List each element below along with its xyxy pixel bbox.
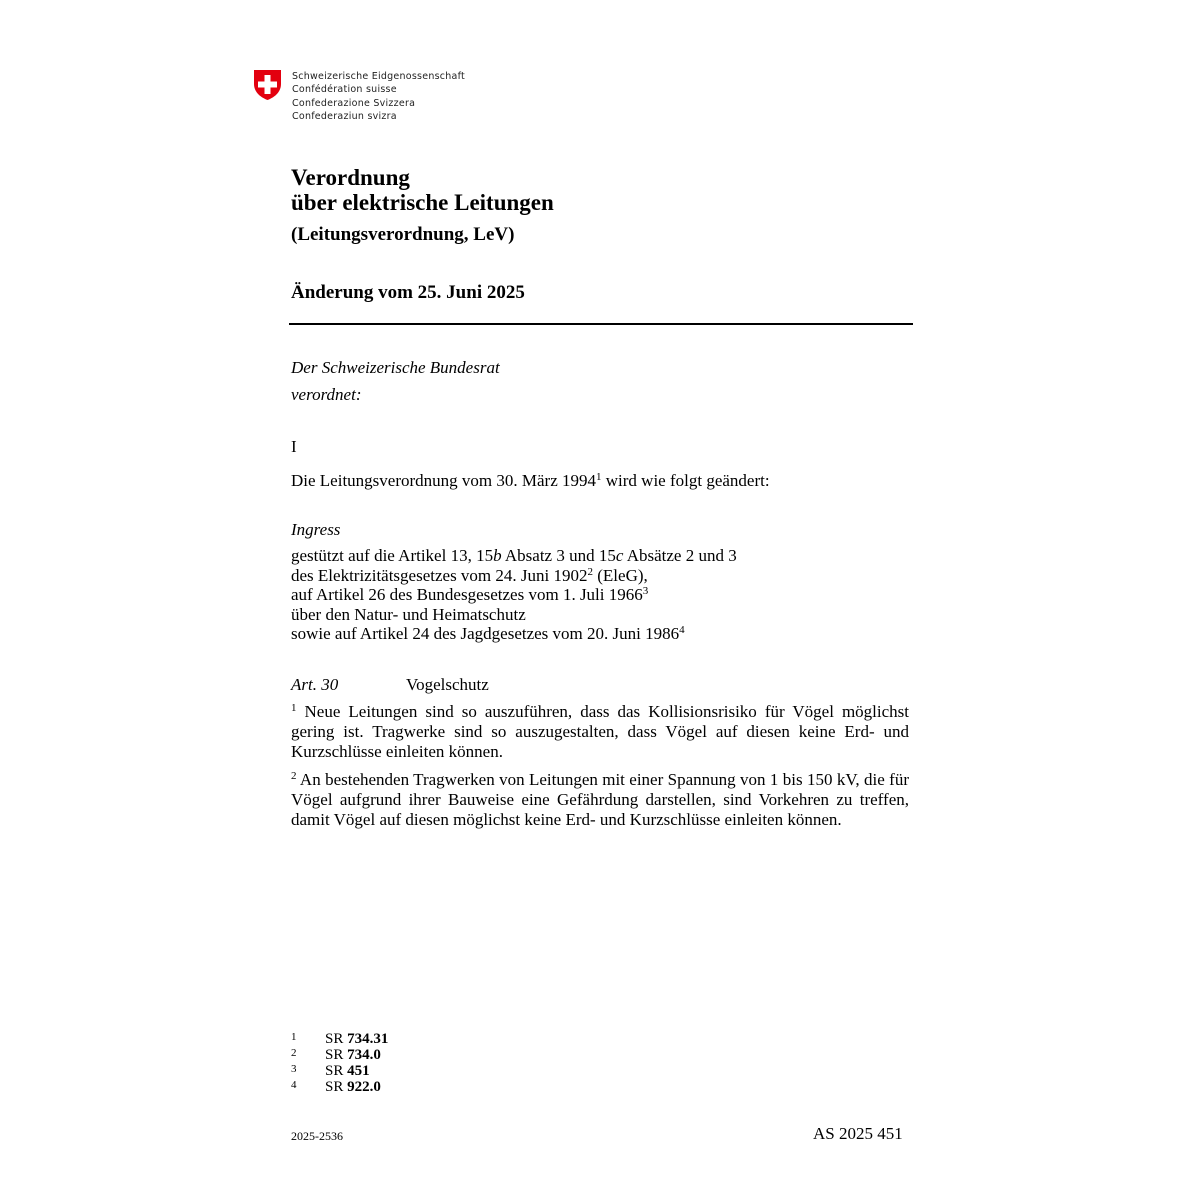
ingress-heading: Ingress: [291, 520, 341, 539]
confederation-names: [292, 70, 465, 124]
footnote-number: 4: [291, 1079, 297, 1091]
footnote-text: [325, 1063, 370, 1079]
section-numeral: I: [291, 437, 297, 456]
footnote-number: 1: [291, 1031, 297, 1043]
preamble: [291, 354, 500, 408]
article-paragraph-1: [291, 702, 909, 762]
paragraph-text-1: Neue Leitungen sind so auszuführen, dass das Kollisionsrisiko für Vögel möglichst gering ist. Tragwerke sind so auszugestalten, dass Vögel auf diesen keine Erd- und Kurzschlüsse einleiten können.: [291, 702, 909, 761]
paragraph-text-2: An bestehenden Tragwerken von Leitungen mit einer Spannung von 1 bis 150 kV, die für Vögel aufgrund ihrer Bauweise eine Gefährdung darstellen, sind Vorkehren zu treffen, damit Vögel auf diesen möglichst keine Erd- und Kurzschlüsse einleiten können.: [291, 770, 909, 829]
ingress-l1-a: gestützt auf die Artikel 13, 15: [291, 546, 494, 565]
footnote: [291, 1047, 388, 1063]
footnote-ref-3: 3: [642, 585, 649, 598]
amendment-intro: [291, 471, 770, 491]
confederation-name-it: Confederazione Svizzera: [292, 97, 416, 109]
confederation-name-de: Schweizerische Eidgenossenschaft: [292, 71, 466, 82]
footnote-ref: 734.31: [347, 1031, 389, 1047]
footnote: [291, 1031, 388, 1047]
footnote-ref: 451: [347, 1063, 370, 1079]
ingress-line-1: [291, 546, 737, 566]
footnote-ref-1: 1: [596, 471, 602, 483]
footnote-number: 3: [291, 1063, 297, 1075]
title-line-1: Verordnung: [291, 165, 410, 190]
title-divider: [289, 323, 913, 325]
official-compilation-reference: AS 2025 451: [813, 1124, 903, 1143]
article-number: Art. 30: [291, 675, 339, 694]
footnote-ref-4: 4: [679, 624, 685, 637]
footnote-prefix: SR: [325, 1031, 348, 1047]
document-number: 2025-2536: [291, 1129, 343, 1143]
ingress-l1-c: Absatz 3 und 15: [501, 546, 616, 565]
swiss-coat-of-arms-icon: [253, 69, 282, 101]
confederation-name-rm: Confederaziun svizra: [292, 111, 397, 123]
article-title: Vogelschutz: [406, 675, 489, 694]
footnote-prefix: SR: [325, 1079, 348, 1095]
paragraph-number-1: 1: [291, 702, 297, 714]
article-paragraph-2: [291, 770, 909, 830]
footnote-text: [325, 1031, 388, 1047]
ingress-line-4: über den Natur- und Heimatschutz: [291, 604, 526, 624]
intro-text-end: wird wie folgt geändert:: [601, 471, 770, 490]
ingress-line-5: [291, 624, 737, 644]
ingress-text: [291, 546, 737, 644]
ingress-l2-a: des Elektrizitätsgesetzes vom 24. Juni 1902: [291, 565, 588, 585]
ordinance-short-title: (Leitungsverordnung, LeV): [291, 224, 515, 245]
preamble-verb: verordnet:: [291, 385, 362, 404]
ingress-l3-a: auf Artikel 26 des Bundesgesetzes vom 1. Juli 1966: [291, 585, 643, 605]
footnote-ref: 922.0: [347, 1079, 381, 1095]
ingress-line-3: [291, 585, 737, 605]
footnote-ref: 734.0: [347, 1047, 381, 1063]
footnote-ref-2: 2: [587, 565, 593, 578]
ingress-l1-b: b: [493, 546, 502, 565]
cross-horizontal: [258, 82, 277, 88]
footnotes: [291, 1031, 388, 1095]
confederation-name-fr: Confédération suisse: [292, 84, 397, 96]
footnote-prefix: SR: [325, 1063, 348, 1079]
footnote-prefix: SR: [325, 1047, 348, 1063]
footnote-text: [325, 1079, 381, 1095]
footnote-text: [325, 1047, 381, 1063]
preamble-authority: Der Schweizerische Bundesrat: [291, 358, 500, 377]
footnote: [291, 1063, 388, 1079]
ingress-l1-e: Absätze 2 und 3: [623, 546, 737, 565]
ingress-l5-a: sowie auf Artikel 24 des Jagdgesetzes vom 20. Juni 1986: [291, 624, 680, 644]
ingress-l2-b: (EleG),: [593, 565, 648, 585]
title-line-2: über elektrische Leitungen: [291, 190, 554, 215]
footnote-number: 2: [291, 1047, 297, 1059]
ingress-l1-d: c: [615, 546, 624, 565]
ingress-line-2: [291, 566, 737, 586]
ordinance-title: [291, 165, 554, 215]
footnote: [291, 1079, 388, 1095]
paragraph-number-2: 2: [291, 770, 297, 782]
intro-text-start: Die Leitungsverordnung vom 30. März 1994: [291, 471, 596, 490]
amendment-date: Änderung vom 25. Juni 2025: [291, 282, 525, 303]
